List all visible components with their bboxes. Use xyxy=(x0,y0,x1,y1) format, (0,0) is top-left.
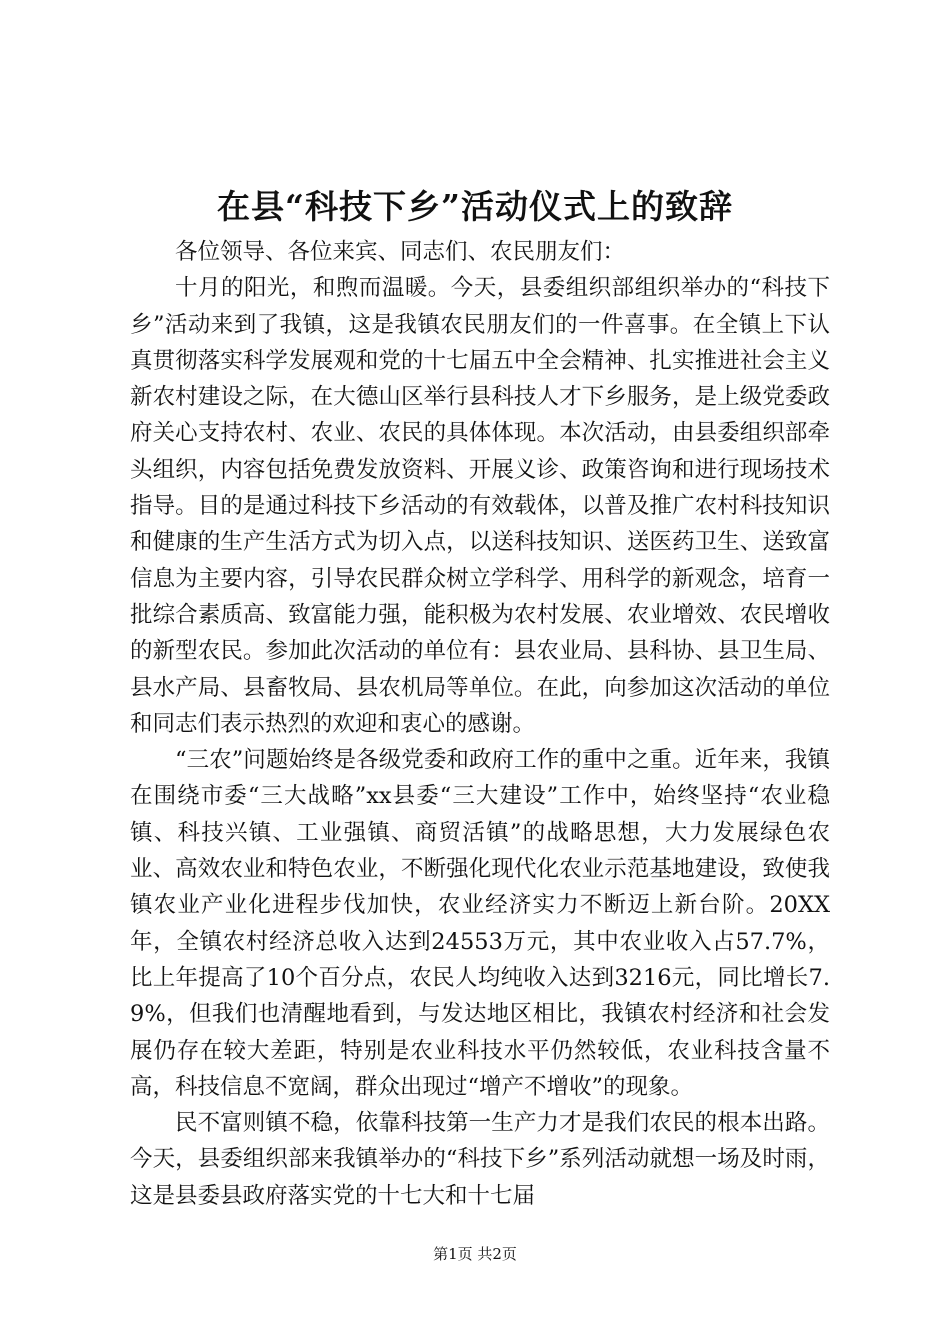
body-paragraph: “三农”问题始终是各级党委和政府工作的重中之重。近年来，我镇在围绕市委“三大战略”xx县委“三大建设”工作中，始终坚持“农业稳镇、科技兴镇、工业强镇、商贸活镇”的战略思想，大力发展绿色农业、高效农业和特色农业，不断强化现代化农业示范基地建设，致使我镇农业产业化进程步伐加快，农业经济实力不断迈上新台阶。20XX年，全镇农村经济总收入达到24553万元，其中农业收入占57.7%，比上年提高了10个百分点，农民人均纯收入达到3216元，同比增长7.9%，但我们也清醒地看到，与发达地区相比，我镇农村经济和社会发展仍存在较大差距，特别是农业科技水平仍然较低，农业科技含量不高，科技信息不宽阔，群众出现过“增产不增收”的现象。 xyxy=(130,747,830,1100)
body-paragraph: 民不富则镇不稳，依靠科技第一生产力才是我们农民的根本出路。今天，县委组织部来我镇举办的“科技下乡”系列活动就想一场及时雨，这是县委县政府落实党的十七大和十七届 xyxy=(130,1110,830,1209)
page-number-footer: 第1页 共2页 xyxy=(433,1245,517,1263)
body-paragraph: 十月的阳光，和煦而温暖。今天，县委组织部组织举办的“科技下乡”活动来到了我镇，这是我镇农民朋友们的一件喜事。在全镇上下认真贯彻落实科学发展观和党的十七届五中全会精神、扎实推进社会主义新农村建设之际，在大德山区举行县科技人才下乡服务，是上级党委政府关心支持农村、农业、农民的具体体现。本次活动，由县委组织部牵头组织，内容包括免费发放资料、开展义诊、政策咨询和进行现场技术指导。目的是通过科技下乡活动的有效载体，以普及推广农村科技知识和健康的生产生活方式为切入点，以送科技知识、送医药卫生、送致富信息为主要内容，引导农民群众树立学科学、用科学的新观念，培育一批综合素质高、致富能力强，能积极为农村发展、农业增效、农民增收的新型农民。参加此次活动的单位有：县农业局、县科协、县卫生局、县水产局、县畜牧局、县农机局等单位。在此，向参加这次活动的单位和同志们表示热烈的欢迎和衷心的感谢。 xyxy=(130,275,830,737)
document-body xyxy=(130,234,830,1214)
document-title: 在县“科技下乡”活动仪式上的致辞 xyxy=(217,187,733,226)
salutation-paragraph: 各位领导、各位来宾、同志们、农民朋友们： xyxy=(175,239,626,265)
